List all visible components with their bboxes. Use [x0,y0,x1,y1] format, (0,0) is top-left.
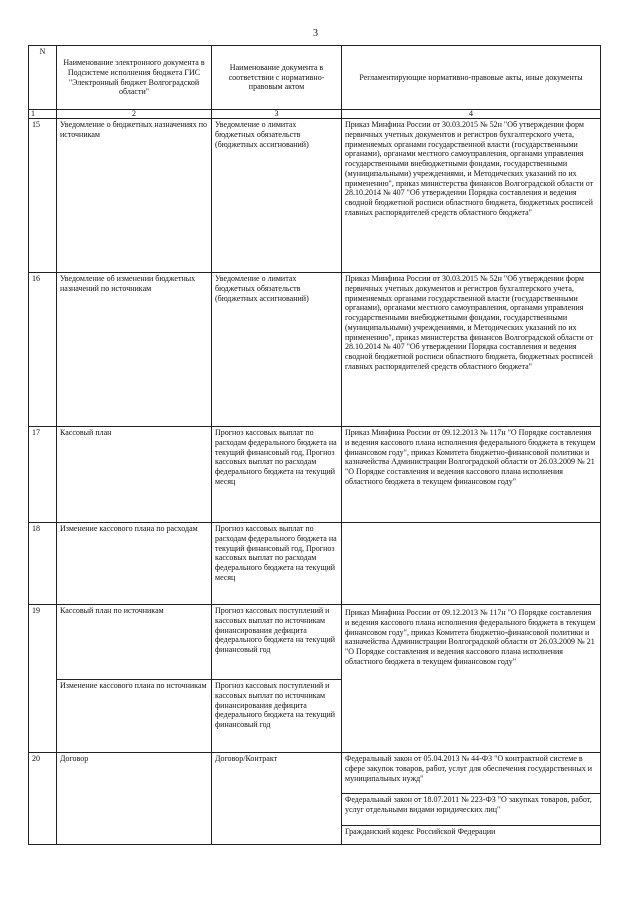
legal-doc-cell: Уведомление о лимитах бюджетных обязательств (бюджетных ассигнований) [212,119,342,273]
doc-name-block: Кассовый план по источникам [60,606,164,615]
regulations-table [28,45,601,845]
header-regulatory-acts: Регламентирующие нормативно-правовые акты, иные документы [342,46,601,110]
legal-doc-cell: Прогноз кассовых выплат по расходам федерального бюджета на текущий финансовый год, Прогноз кассовых выплат по расходам федерального бюджета на текущий месяц [212,427,342,523]
table-row [29,273,601,427]
act-block: Гражданский кодекс Российской Федерации [342,825,600,837]
column-number: 4 [342,110,601,119]
row-number: 15 [29,119,57,273]
doc-name-cell: Договор [57,753,212,845]
row-number: 17 [29,427,57,523]
legal-doc-block: Прогноз кассовых поступлений и кассовых выплат по источникам финансирования дефицита федерального бюджета на текущий финансовый год [212,679,341,730]
doc-name-cell: Кассовый план [57,427,212,523]
row-number: 20 [29,753,57,845]
table-row [29,605,601,753]
doc-name-cell: Изменение кассового плана по расходам [57,523,212,605]
column-number: 1 [29,110,57,119]
act-block: Федеральный закон от 05.04.2013 № 44-ФЗ "О контрактной системе в сфере закупок товаров, работ, услуг для обеспечения государственных и муниципальных нужд" [345,754,593,783]
row-number: 19 [29,605,57,753]
row-number: 18 [29,523,57,605]
doc-name-cell: Уведомление об изменении бюджетных назначений по источникам [57,273,212,427]
table-row [29,753,601,845]
table-header-row [29,46,601,110]
column-number: 2 [57,110,212,119]
page-number: 3 [313,28,318,39]
acts-cell: Приказ Минфина России от 30.03.2015 № 52н "Об утверждении форм первичных учетных документов и регистров бухгалтерского учета, применяемых органами государственной власти (государственными органами), органами местного самоуправления, органами управления государственными внебюджетными фондами, государственными (муниципальными) учреждениями, и Методических указаний по их применению", приказ министерства финансов Волгоградской области от 28.10.2014 № 407 "Об утверждении Порядка составления и ведения сводной бюджетной росписи областного бюджета, бюджетных росписей главных распорядителей средств областного бюджета" [342,119,601,273]
header-electronic-doc-name: Наименование электронного документа в Подсистеме исполнения бюджета ГИС "Электронный бюджет Волгоградской области" [57,46,212,110]
column-number: 3 [212,110,342,119]
legal-doc-cell: Договор/Контракт [212,753,342,845]
doc-name-cell: Уведомление о бюджетных назначениях по источникам [57,119,212,273]
table-row [29,427,601,523]
table-row [29,523,601,605]
header-number: N [29,46,57,110]
legal-doc-block: Прогноз кассовых поступлений и кассовых выплат по источникам финансирования дефицита федерального бюджета на текущий финансовый год [215,606,336,654]
table-row [29,119,601,273]
acts-cell-empty [342,523,601,605]
acts-cell: Приказ Минфина России от 30.03.2015 № 52н "Об утверждении форм первичных учетных документов и регистров бухгалтерского учета, применяемых органами государственной власти (государственными органами), органами местного самоуправления, органами управления государственными внебюджетными фондами, государственными (муниципальными) учреждениями, и Методических указаний по их применению", приказ министерства финансов Волгоградской области от 28.10.2014 № 407 "Об утверждении Порядка составления и ведения сводной бюджетной росписи областного бюджета, бюджетных росписей главных распорядителей средств областного бюджета" [342,273,601,427]
doc-name-block: Изменение кассового плана по источникам [57,679,211,691]
acts-cell: Приказ Минфина России от 09.12.2013 № 117н "О Порядке составления и ведения кассового плана исполнения федерального бюджета в текущем финансовом году", приказ Комитета бюджетно-финансовой политики и казначейства Администрации Волгоградской области от 26.03.2009 № 21 "О Порядке составления и ведения кассового плана исполнения областного бюджета в текущем финансовом году" [342,427,601,523]
act-block: Федеральный закон от 18.07.2011 № 223-ФЗ "О закупках товаров, работ, услуг отдельными видами юридических лиц" [342,793,600,825]
legal-doc-cell: Уведомление о лимитах бюджетных обязательств (бюджетных ассигнований) [212,273,342,427]
legal-doc-cell: Прогноз кассовых выплат по расходам федерального бюджета на текущий финансовый год, Прогноз кассовых выплат по расходам федерального бюджета на текущий месяц [212,523,342,605]
acts-cell: Приказ Минфина России от 09.12.2013 № 117н "О Порядке составления и ведения кассового плана исполнения федерального бюджета в текущем финансовом году", приказ Комитета бюджетно-финансовой политики и казначейства Администрации Волгоградской области от 26.03.2009 № 21 "О Порядке составления и ведения кассового плана исполнения областного бюджета в текущем финансовом году" [342,605,601,753]
doc-name-cell [57,605,212,753]
header-legal-doc-name: Наименование документа в соответствии с нормативно-правовым актом [212,46,342,110]
row-number: 16 [29,273,57,427]
acts-cell [342,753,601,845]
column-number-row [29,110,601,119]
legal-doc-cell [212,605,342,753]
